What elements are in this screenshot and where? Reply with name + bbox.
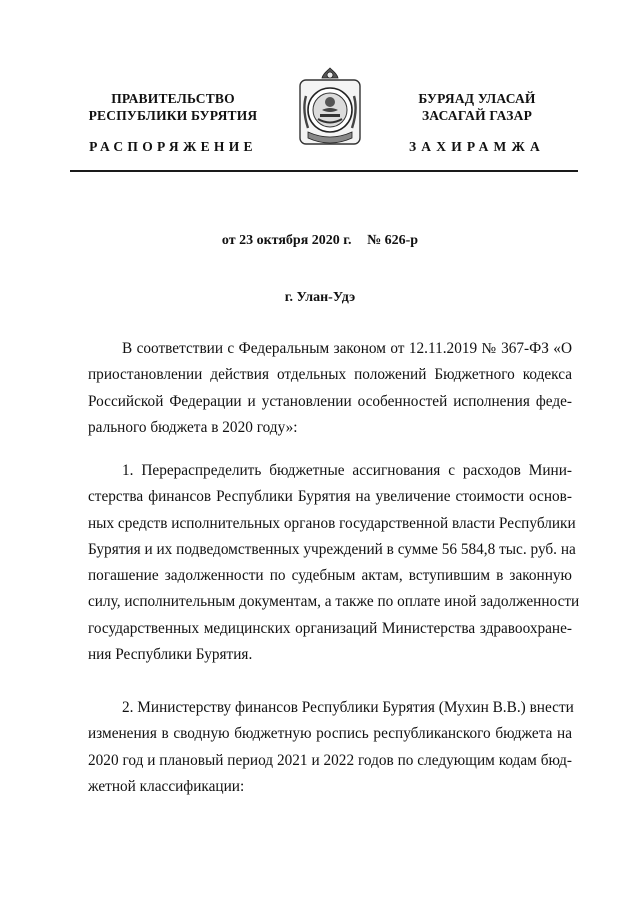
text-line: рального бюджета в 2020 году»: (88, 418, 298, 436)
text-line: 2020 год и плановый период 2021 и 2022 годов по следующим кодам бюд- (88, 751, 572, 769)
text-line: 2. Министерству финансов Республики Бурятия (Мухин В.В.) внести (122, 699, 574, 716)
issuer-line: РЕСПУБЛИКИ БУРЯТИЯ (88, 108, 258, 123)
text-line: приостановлении действия отдельных положений Бюджетного кодекса (88, 366, 572, 384)
header-divider (70, 170, 578, 172)
issuer-name-buryat (382, 90, 572, 124)
text-line: стерства финансов Республики Бурятия на увеличение стоимости основ- (88, 488, 572, 506)
coat-of-arms-icon (296, 66, 364, 148)
text-line: Бурятия и их подведомственных учреждений в сумме 56 584,8 тыс. руб. на (88, 540, 576, 558)
text-line: ния Республики Бурятия. (88, 646, 253, 664)
text-line: 1. Перераспределить бюджетные ассигнования с расходов Мини- (122, 462, 572, 479)
document-type-russian: РАСПОРЯЖЕНИЕ (89, 139, 257, 154)
order-date-number (0, 233, 640, 249)
text-line: жетной классификации: (88, 777, 245, 795)
preamble-paragraph (88, 336, 572, 441)
text-line: силу, исполнительным документам, а также по оплате иной задолженности (88, 593, 580, 611)
text-line: ных средств исполнительных органов государственной власти Республики (88, 514, 576, 532)
issuer-line: БУРЯАД УЛАСАЙ (418, 91, 536, 106)
issuer-line: ПРАВИТЕЛЬСТВО (111, 91, 235, 106)
document-type-buryat: ЗАХИРАМЖА (408, 139, 546, 154)
issuer-line: ЗАСАГАЙ ГАЗАР (421, 108, 533, 123)
item-2-paragraph (88, 695, 572, 800)
item-1-paragraph (88, 458, 580, 668)
text-line: государственных медицинских организаций Министерства здравоохране- (88, 619, 572, 637)
issuer-name-russian (64, 90, 282, 124)
text-line: изменения в сводную бюджетную роспись республиканского бюджета на (88, 725, 572, 743)
order-date: от 23 октября 2020 г. (221, 233, 352, 248)
order-number: № 626-р (367, 233, 419, 248)
text-line: погашение задолженности по судебным актам, вступившим в законную (88, 567, 572, 585)
order-city: г. Улан-Удэ (284, 290, 356, 305)
text-line: Российской Федерации и установлении особенностей исполнения феде- (88, 392, 572, 410)
text-line: В соответствии с Федеральным законом от 12.11.2019 № 367-ФЗ «О (122, 340, 572, 357)
